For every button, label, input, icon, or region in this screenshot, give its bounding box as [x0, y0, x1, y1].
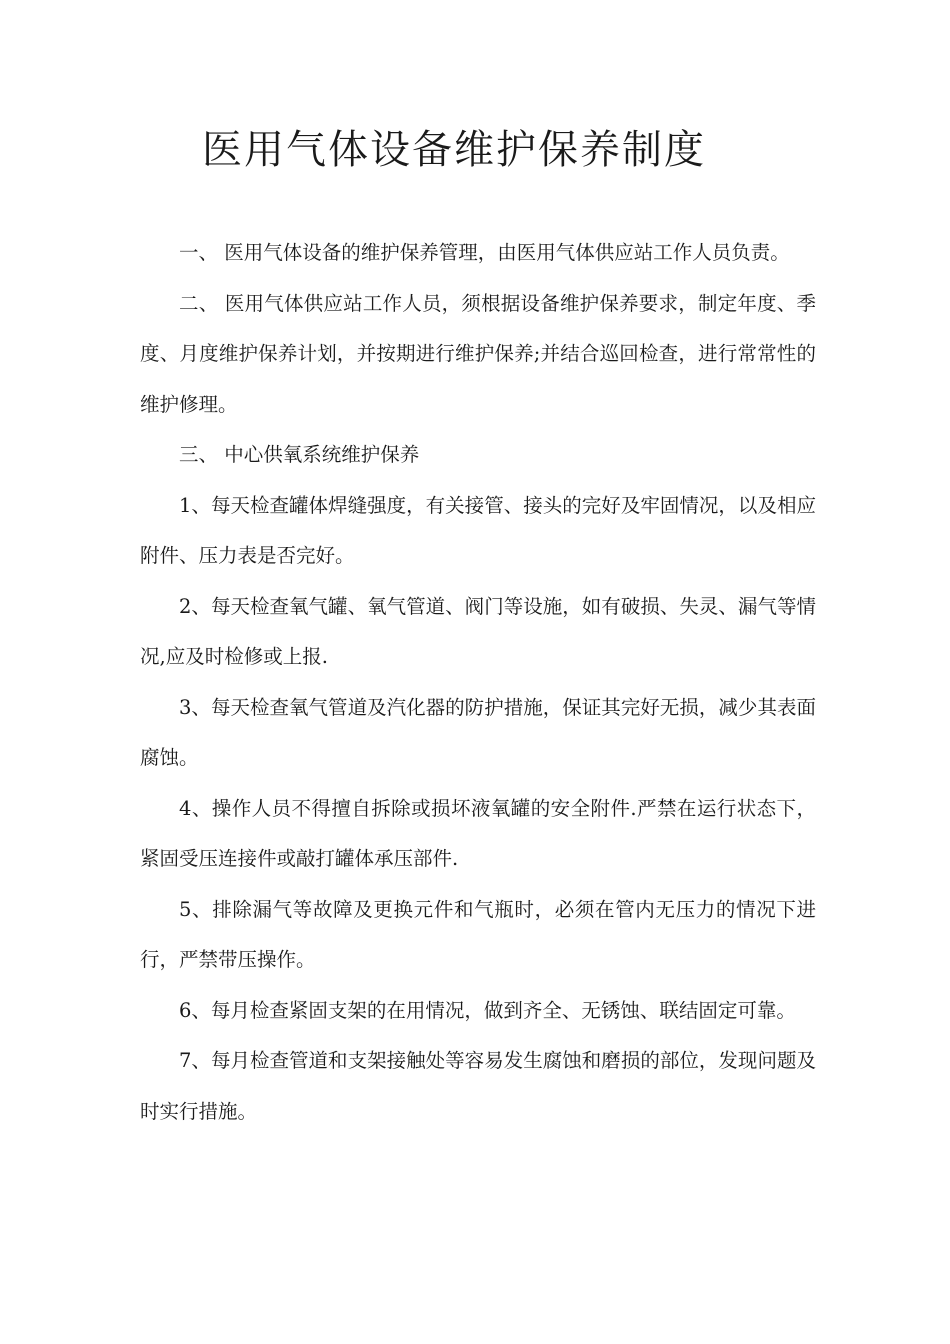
paragraph-item-2: 2、每天检查氧气罐、氧气管道、阀门等设施，如有破损、失灵、漏气等情况,应及时检修或上报. — [140, 594, 816, 668]
paragraph-section-1: 一、 医用气体设备的维护保养管理，由医用气体供应站工作人员负责。 — [179, 241, 790, 264]
paragraph-section-2: 二、 医用气体供应站工作人员，须根据设备维护保养要求，制定年度、季度、月度维护保养计划，并按期进行维护保养;并结合巡回检查，进行常常性的维护修理。 — [140, 291, 816, 416]
document-title: 医用气体设备维护保养制度 — [202, 127, 706, 173]
paragraph-section-3-heading: 三、 中心供氧系统维护保养 — [179, 443, 420, 466]
paragraph-item-6: 6、每月检查紧固支架的在用情况，做到齐全、无锈蚀、联结固定可靠。 — [179, 998, 796, 1022]
paragraph-item-7: 7、每月检查管道和支架接触处等容易发生腐蚀和磨损的部位，发现问题及时实行措施。 — [140, 1049, 816, 1123]
paragraph-item-5: 5、排除漏气等故障及更换元件和气瓶时，必须在管内无压力的情况下进行，严禁带压操作。 — [140, 897, 816, 971]
paragraph-item-4: 4、操作人员不得擅自拆除或损坏液氧罐的安全附件.严禁在运行状态下，紧固受压连接件或敲打罐体承压部件. — [140, 796, 816, 870]
document-body — [140, 228, 816, 1137]
paragraph-item-3: 3、每天检查氧气管道及汽化器的防护措施，保证其完好无损，减少其表面腐蚀。 — [140, 695, 816, 769]
paragraph-item-1: 1、每天检查罐体焊缝强度，有关接管、接头的完好及牢固情况，以及相应附件、压力表是否完好。 — [140, 493, 816, 567]
